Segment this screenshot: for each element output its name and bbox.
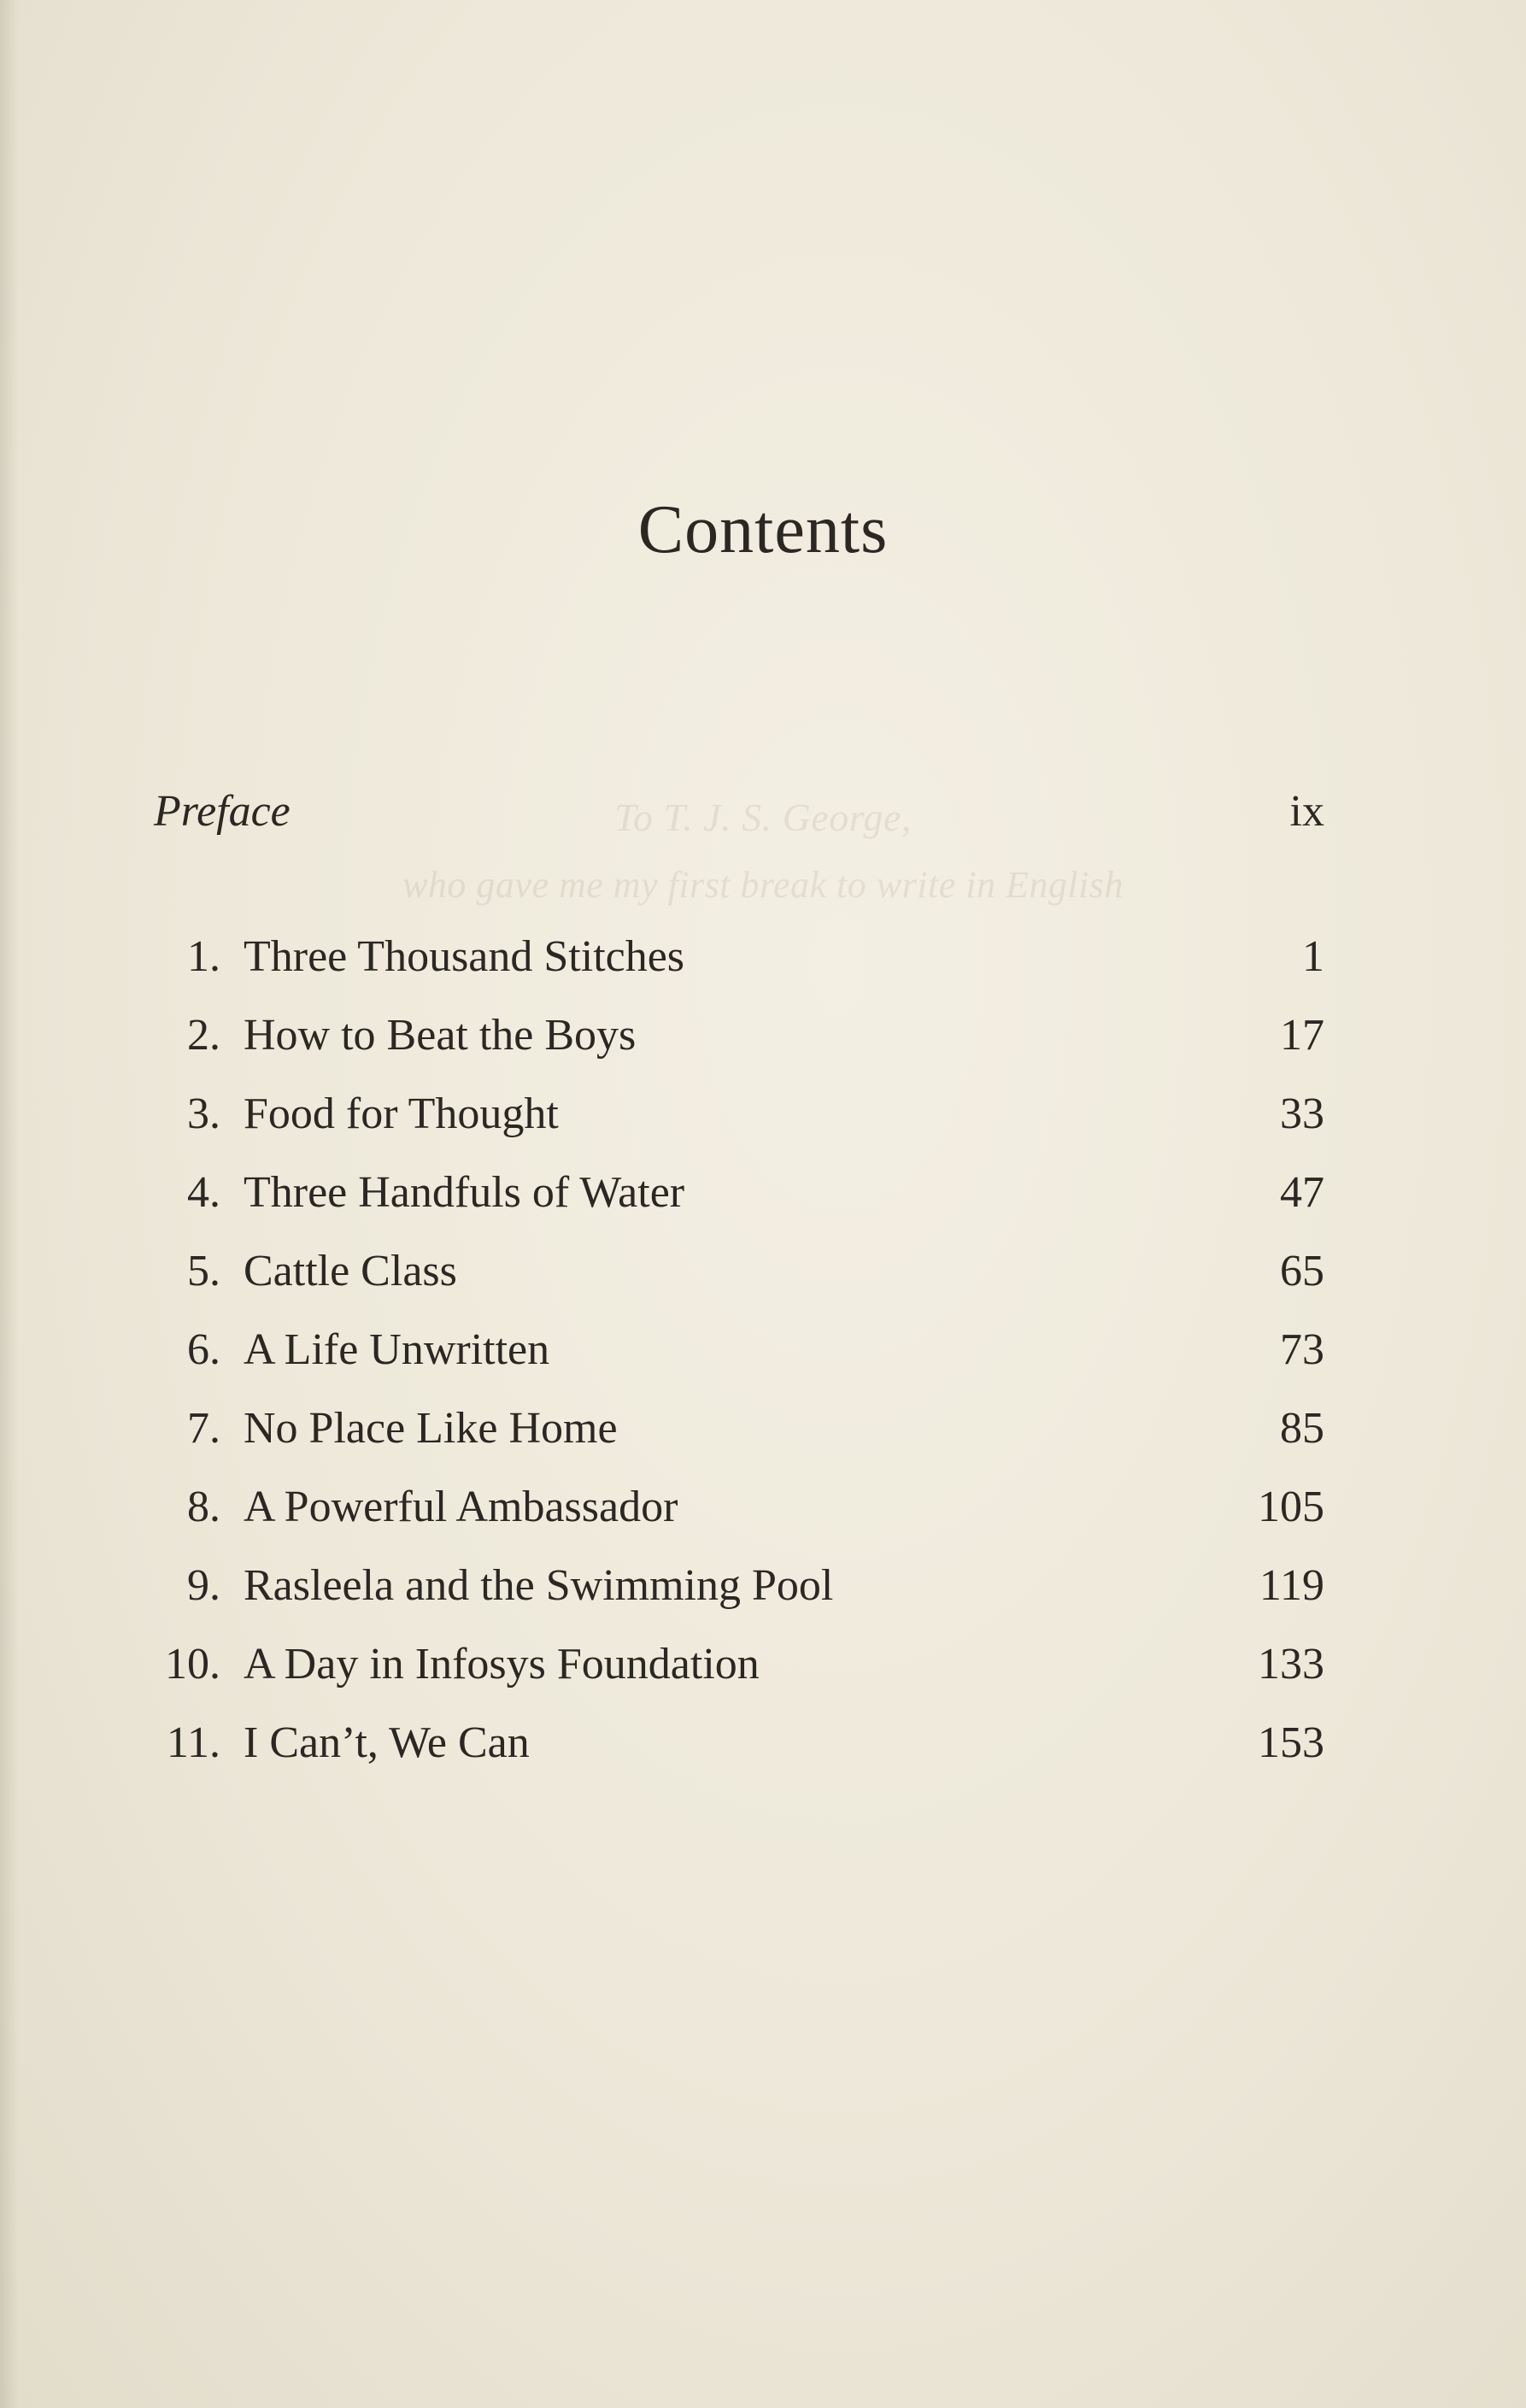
bleed-through-text: To T. J. S. George, (614, 796, 912, 839)
chapter-page-number: 65 (1280, 1247, 1324, 1295)
chapter-title: A Powerful Ambassador (244, 1483, 678, 1531)
toc-entry (154, 1324, 1324, 1403)
chapter-page-number: 153 (1258, 1718, 1324, 1767)
chapter-page-number: 85 (1280, 1404, 1324, 1453)
chapter-number: 6. (187, 1325, 220, 1374)
toc-entry (154, 1560, 1324, 1639)
chapter-page-number: 119 (1259, 1561, 1324, 1610)
chapter-page-number: 17 (1280, 1011, 1324, 1060)
chapter-title: A Life Unwritten (244, 1325, 550, 1374)
chapter-title: Rasleela and the Swimming Pool (244, 1561, 834, 1610)
chapter-title: I Can’t, We Can (244, 1718, 530, 1767)
chapter-number: 11. (166, 1718, 220, 1767)
toc-entry (154, 931, 1324, 1010)
toc-entry (154, 1246, 1324, 1324)
chapter-title: A Day in Infosys Foundation (244, 1640, 760, 1689)
toc-entry (154, 1639, 1324, 1718)
chapter-page-number: 1 (1302, 932, 1324, 981)
toc-entry (154, 1482, 1324, 1560)
chapter-number: 3. (187, 1089, 220, 1138)
chapter-number: 2. (187, 1011, 220, 1060)
chapter-number: 5. (187, 1247, 220, 1295)
page-title: Contents (637, 492, 889, 567)
chapter-page-number: 73 (1280, 1325, 1324, 1374)
toc-entry (154, 1167, 1324, 1246)
chapter-title: Three Handfuls of Water (244, 1168, 685, 1217)
chapter-number: 8. (187, 1483, 220, 1531)
toc-entry (154, 1718, 1324, 1796)
preface-label: Preface (154, 787, 291, 836)
chapter-number: 9. (187, 1561, 220, 1610)
toc-preface-row (154, 786, 1324, 846)
chapter-title: How to Beat the Boys (244, 1011, 637, 1060)
chapter-title: Food for Thought (244, 1089, 559, 1138)
chapter-title: Cattle Class (244, 1247, 457, 1295)
chapter-number: 10. (165, 1640, 220, 1689)
table-of-contents (154, 931, 1324, 1796)
toc-entry (154, 1089, 1324, 1167)
chapter-title: No Place Like Home (244, 1404, 618, 1453)
chapter-page-number: 105 (1258, 1483, 1324, 1531)
chapter-title: Three Thousand Stitches (244, 932, 685, 981)
preface-page-number: ix (1289, 787, 1324, 836)
chapter-page-number: 133 (1258, 1640, 1324, 1689)
chapter-number: 1. (187, 932, 220, 981)
chapter-number: 7. (187, 1404, 220, 1453)
chapter-page-number: 47 (1280, 1168, 1324, 1217)
toc-entry (154, 1010, 1324, 1089)
chapter-number: 4. (187, 1168, 220, 1217)
bleed-through-text: who gave me my first break to write in English (402, 864, 1124, 906)
chapter-page-number: 33 (1280, 1089, 1324, 1138)
toc-entry (154, 1403, 1324, 1482)
